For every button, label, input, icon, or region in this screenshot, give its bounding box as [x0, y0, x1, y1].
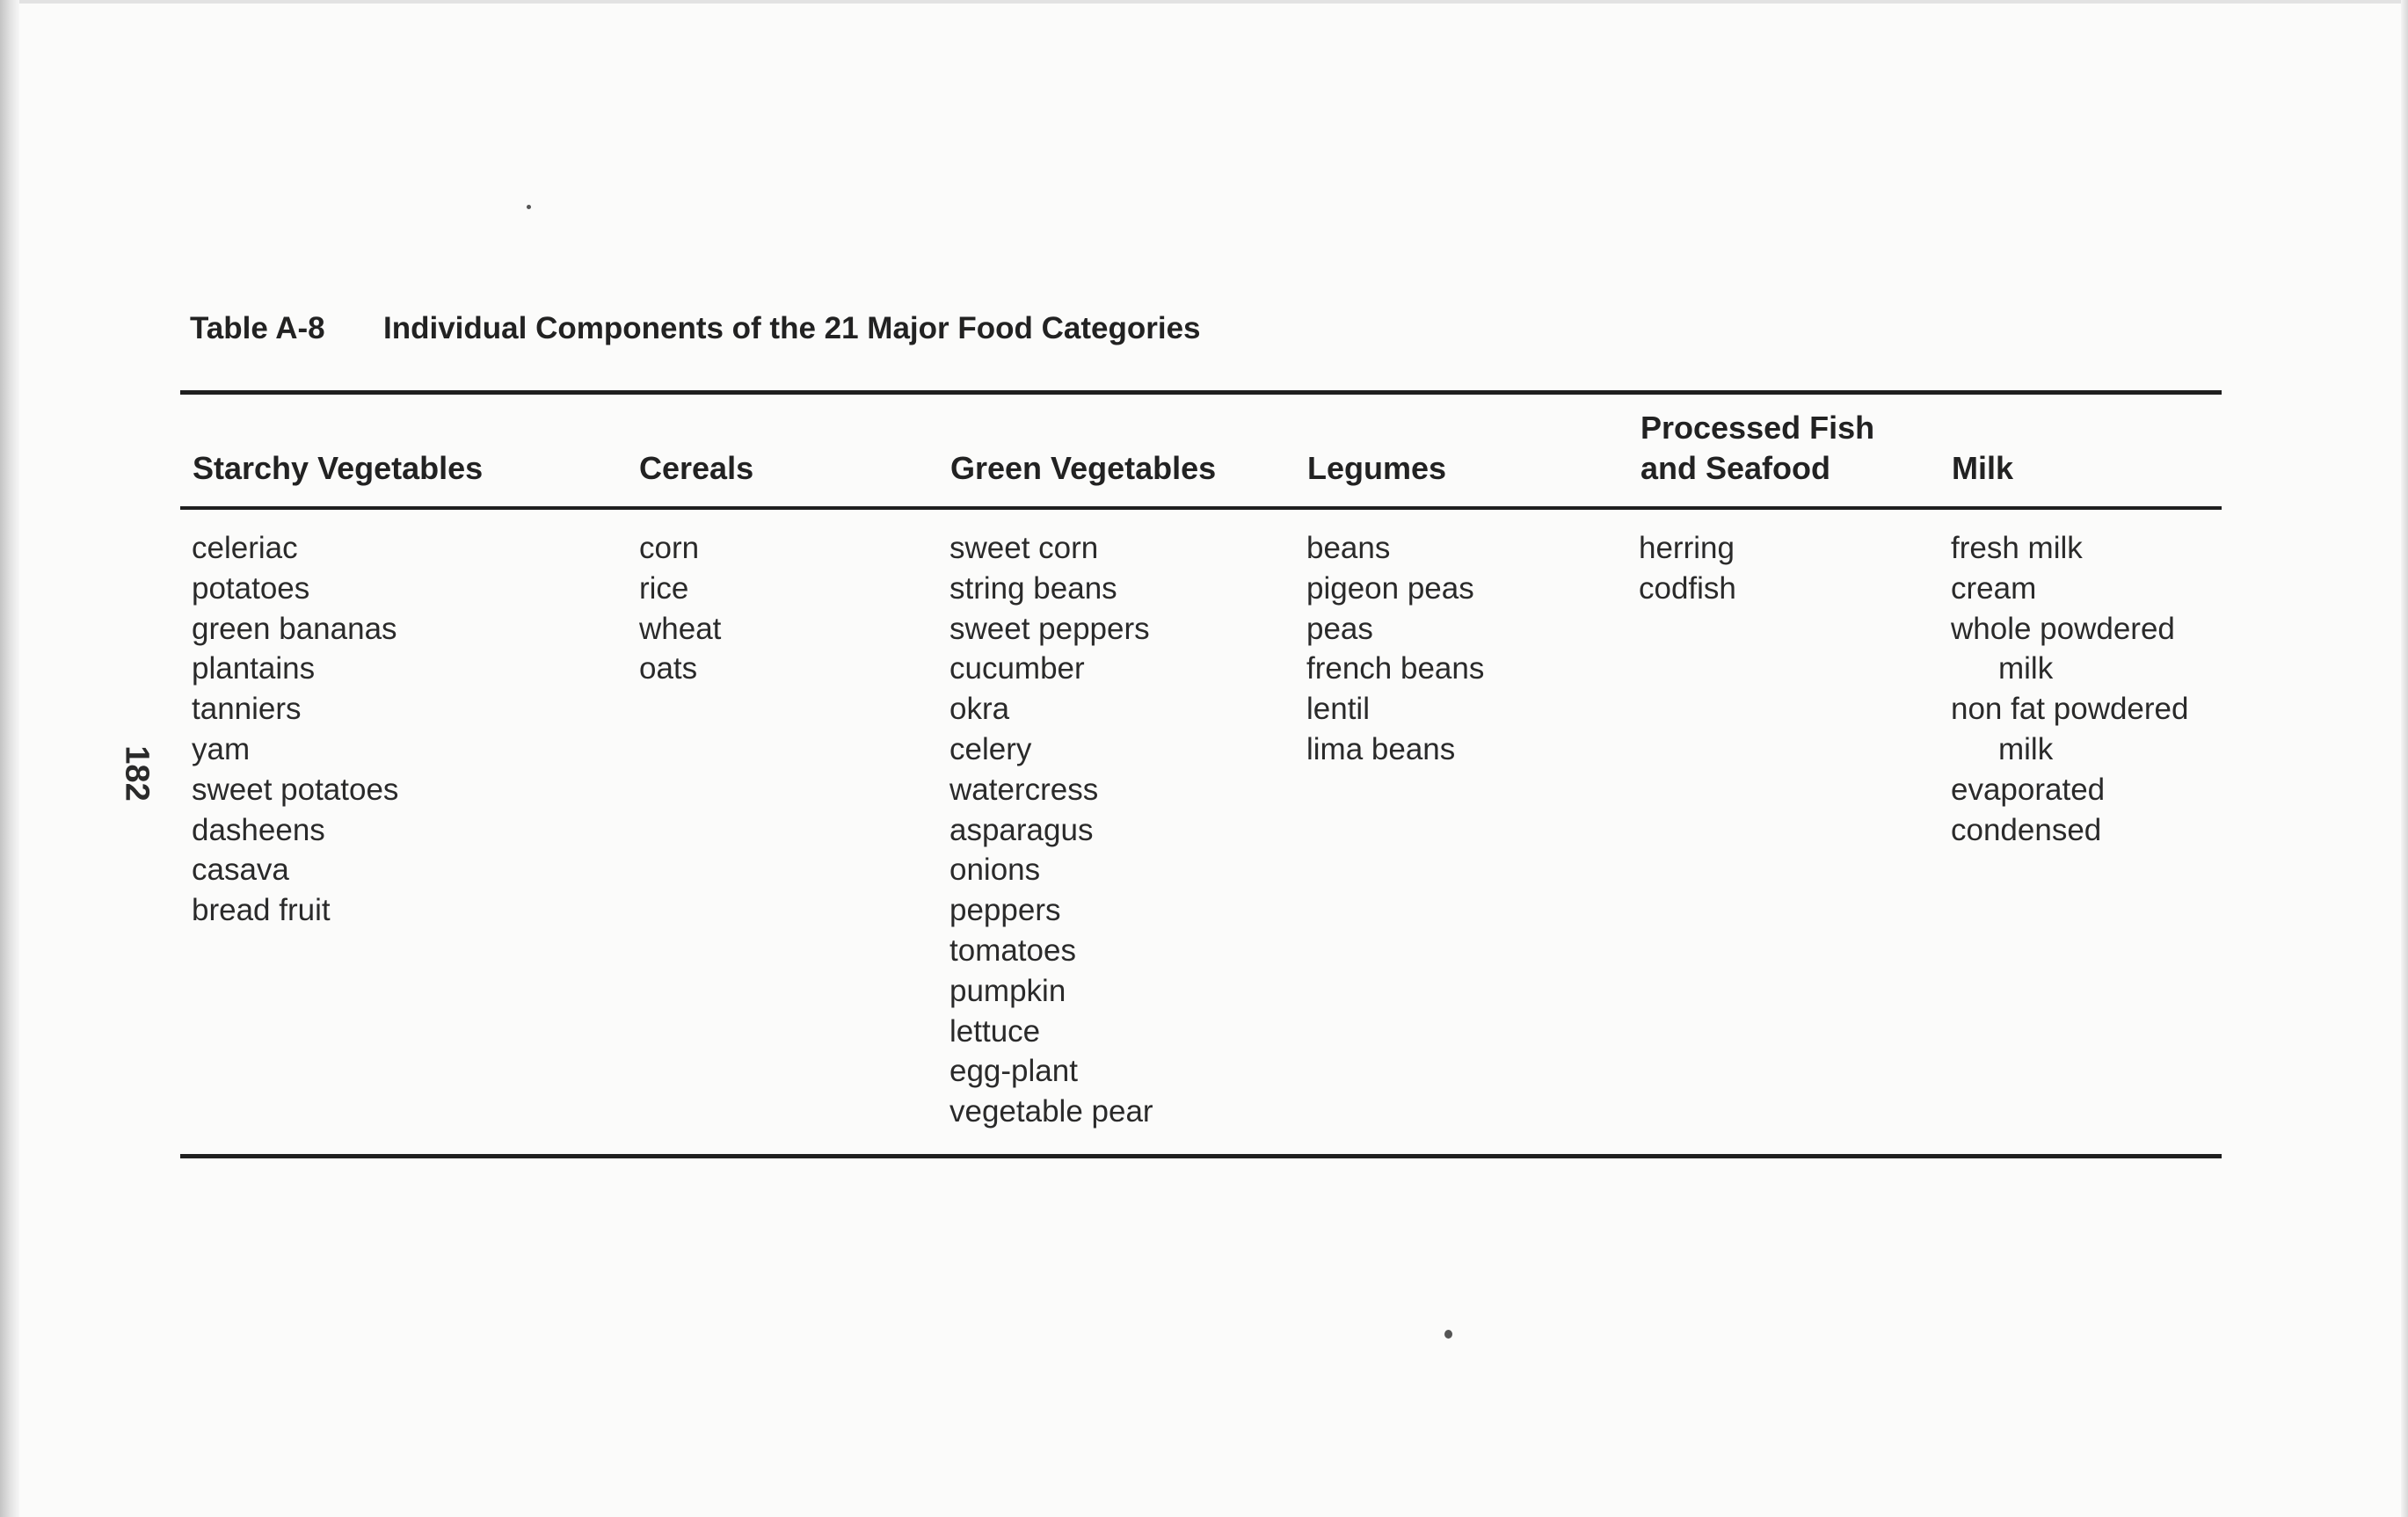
list-item: sweet potatoes	[192, 772, 399, 807]
page-left-edge-shadow	[0, 0, 19, 1517]
column-header-milk: Milk	[1952, 450, 2014, 486]
table-title-text: Individual Components of the 21 Major Food Categories	[383, 311, 1201, 345]
list-item: whole powdered	[1951, 611, 2175, 646]
list-item: casava	[192, 853, 289, 888]
list-item-continuation: milk	[1998, 731, 2054, 766]
column-green-vegetables	[949, 528, 1153, 1132]
list-item: beans	[1306, 531, 1391, 565]
column-starchy-vegetables	[192, 528, 398, 931]
table-top-rule	[180, 390, 2222, 395]
column-cereals	[639, 528, 721, 689]
list-item: plantains	[192, 651, 316, 686]
page-top-edge	[0, 0, 2408, 4]
list-item: sweet corn	[949, 531, 1099, 565]
list-item: non fat powdered	[1951, 692, 2189, 727]
scan-speck	[527, 205, 531, 209]
list-item: codfish	[1639, 570, 1736, 606]
list-item: yam	[192, 731, 251, 766]
list-item: asparagus	[949, 812, 1094, 847]
list-item: egg-plant	[949, 1054, 1078, 1089]
column-legumes	[1306, 528, 1484, 770]
list-item: onions	[949, 853, 1041, 888]
list-item: rice	[639, 570, 689, 606]
list-item: watercress	[949, 772, 1099, 807]
column-header-starchy-vegetables: Starchy Vegetables	[193, 450, 484, 486]
list-item: pumpkin	[949, 973, 1066, 1008]
list-item: peppers	[949, 893, 1061, 928]
list-item: herring	[1639, 531, 1735, 565]
table-bottom-rule	[180, 1154, 2222, 1158]
list-item: lentil	[1306, 692, 1370, 727]
list-item: oats	[639, 651, 698, 686]
column-milk	[1951, 528, 2188, 850]
list-item: tomatoes	[949, 933, 1076, 968]
list-item: okra	[949, 692, 1010, 727]
page-right-edge-shadow	[2401, 0, 2408, 1517]
list-item: french beans	[1306, 651, 1485, 686]
column-processed-fish-and-seafood	[1639, 528, 1736, 609]
list-item: fresh milk	[1951, 531, 2083, 565]
list-item: vegetable pear	[949, 1094, 1153, 1129]
list-item: celery	[949, 731, 1032, 766]
list-item: tanniers	[192, 692, 302, 727]
column-header-legumes: Legumes	[1307, 450, 1447, 486]
list-item: condensed	[1951, 812, 2102, 847]
page-number: 182	[118, 745, 156, 802]
scan-speck	[1444, 1330, 1452, 1339]
list-item: evaporated	[1951, 772, 2106, 807]
column-header-green-vegetables: Green Vegetables	[950, 450, 1217, 486]
list-item: peas	[1306, 611, 1373, 646]
list-item: string beans	[949, 570, 1117, 606]
list-item: green bananas	[192, 611, 397, 646]
list-item: corn	[639, 531, 700, 565]
list-item: dasheens	[192, 812, 325, 847]
list-item: potatoes	[192, 570, 310, 606]
list-item: bread fruit	[192, 893, 331, 928]
list-item: sweet peppers	[949, 611, 1150, 646]
list-item: cream	[1951, 570, 2037, 606]
list-item-continuation: milk	[1998, 651, 2054, 686]
table-label: Table A-8	[190, 311, 325, 345]
list-item: lettuce	[949, 1013, 1041, 1049]
list-item: celeriac	[192, 531, 298, 565]
list-item: wheat	[639, 611, 722, 646]
list-item: pigeon peas	[1306, 570, 1474, 606]
table-title	[190, 311, 1201, 346]
list-item: cucumber	[949, 651, 1085, 686]
column-header-processed-fish: Processed Fish and Seafood	[1640, 410, 1875, 486]
column-header-cereals: Cereals	[639, 450, 754, 486]
list-item: lima beans	[1306, 731, 1456, 766]
table-header-rule	[180, 506, 2222, 510]
